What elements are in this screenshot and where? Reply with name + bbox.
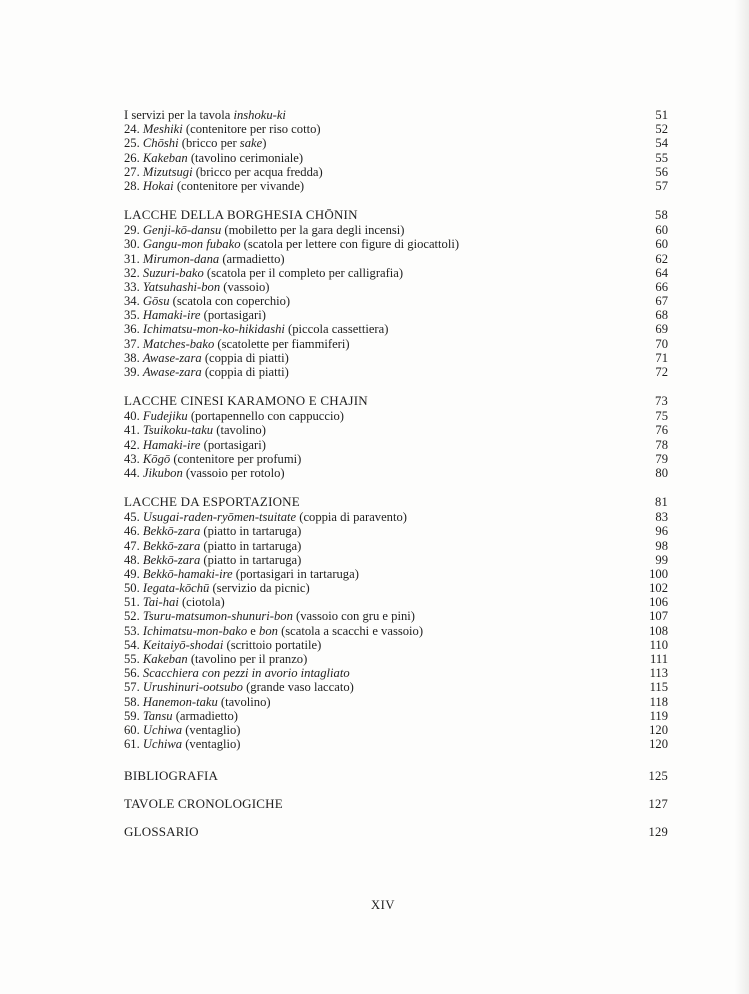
page-number: 58 [655, 208, 668, 223]
page-number: 110 [649, 637, 668, 652]
entry-text [124, 151, 303, 165]
entry-description: (servizio da picnic) [209, 581, 310, 596]
entry-description: (piatto in tartaruga) [200, 538, 302, 553]
entry-description: (scatola per il completo per calligrafia) [203, 265, 404, 280]
page-number: 55 [655, 150, 668, 165]
entry-description-term: sake [239, 136, 263, 151]
back-matter-title: BIBLIOGRAFIA [124, 768, 219, 784]
entry-description: (piatto in tartaruga) [200, 524, 302, 539]
toc-entry [124, 539, 668, 553]
entry-japanese-name: Meshiki [142, 122, 183, 137]
toc-sections [124, 206, 668, 751]
entry-number: 54. [124, 637, 140, 652]
entry-description: (grande vaso laccato) [242, 680, 354, 695]
page-number: 125 [648, 769, 668, 784]
toc-entry [124, 223, 668, 237]
back-matter-entry [124, 767, 668, 795]
entry-number: 37. [124, 336, 140, 351]
entry-number: 41. [124, 423, 140, 438]
entry-number: 49. [124, 566, 140, 581]
section-title: LACCHE CINESI KARAMONO E CHAJIN [124, 393, 368, 409]
entry-text [124, 308, 266, 322]
entry-description: (ciotola) [178, 595, 225, 610]
entry-description: (portasigari in tartaruga) [232, 566, 359, 581]
table-of-contents [124, 108, 668, 851]
entry-description: (vassoio per rotolo) [182, 465, 285, 480]
toc-entry [124, 322, 668, 336]
toc-entry [124, 280, 668, 294]
entry-description-tail: ) [262, 136, 267, 151]
toc-entry [124, 136, 668, 150]
entry-text [124, 609, 415, 623]
group-heading-text: I servizi per la tavola [124, 108, 234, 122]
entry-japanese-name: Yatsuhashi-bon [142, 279, 221, 294]
entry-description: (coppia di piatti) [201, 350, 289, 365]
entry-japanese-name: Urushinuri-ootsubo [142, 680, 243, 695]
entry-number: 34. [124, 294, 140, 309]
page-folio: XIV [371, 898, 395, 912]
back-matter-title: GLOSSARIO [124, 824, 199, 840]
entry-number: 59. [124, 708, 140, 723]
section-heading [124, 493, 668, 510]
page-number: 68 [655, 308, 668, 323]
entry-description: (scatola per lettere con figure di giocattoli) [240, 237, 460, 252]
toc-entry [124, 638, 668, 652]
toc-entry [124, 452, 668, 466]
entry-japanese-name: Fudejiku [142, 409, 188, 424]
entry-number: 43. [124, 451, 140, 466]
entry-japanese-name: Kakeban [142, 150, 188, 165]
entry-description: (portapennello con cappuccio) [187, 409, 344, 424]
entry-text [124, 409, 344, 423]
entry-text [124, 680, 354, 694]
entry-text [124, 595, 225, 609]
entry-description: (vassoio con gru e pini) [292, 609, 415, 624]
entry-number: 38. [124, 350, 140, 365]
entry-number: 32. [124, 265, 140, 280]
entry-number: 58. [124, 694, 140, 709]
entry-description: (contenitore per profumi) [170, 451, 302, 466]
page-number: 71 [655, 350, 668, 365]
toc-entry [124, 365, 668, 379]
toc-entry [124, 266, 668, 280]
toc-entry [124, 351, 668, 365]
page-number: 120 [649, 737, 668, 752]
entry-number: 36. [124, 322, 140, 337]
entry-japanese-name: Hamaki-ire [142, 437, 201, 452]
toc-entry [124, 524, 668, 538]
toc-section [124, 392, 668, 480]
page-number: 60 [655, 223, 668, 238]
entry-japanese-name: Mizutsugi [142, 164, 193, 179]
section-heading [124, 392, 668, 409]
toc-entry [124, 294, 668, 308]
entry-japanese-name: Ichimatsu-mon-bako [142, 623, 248, 638]
entry-number: 61. [124, 737, 140, 752]
toc-entry [124, 624, 668, 638]
page-number: 98 [655, 538, 668, 553]
entry-japanese-name: Gangu-mon fubako [142, 237, 241, 252]
entry-description: (portasigari) [200, 308, 266, 323]
toc-section [124, 493, 668, 751]
page-number: 73 [655, 394, 668, 409]
entry-text [124, 695, 271, 709]
entry-description: (contenitore per vivande) [173, 178, 305, 193]
page-number: 57 [655, 178, 668, 193]
page-number: 100 [649, 566, 668, 581]
entry-japanese-name: Uchiwa [142, 722, 183, 737]
entry-number: 26. [124, 150, 140, 165]
entry-text [124, 652, 307, 666]
toc-entry [124, 581, 668, 595]
entry-description: (tavolino per il pranzo) [187, 652, 308, 666]
entry-japanese-name: Usugai-raden-ryōmen-tsuitate [142, 510, 297, 525]
entry-description: (vassoio) [220, 279, 270, 294]
entry-text [124, 553, 301, 567]
section-title: LACCHE DELLA BORGHESIA CHŌNIN [124, 207, 358, 223]
entry-text [124, 638, 321, 652]
toc-entry [124, 595, 668, 609]
page-number: 66 [655, 279, 668, 294]
entry-number: 31. [124, 251, 140, 266]
entry-japanese-name: Awase-zara [142, 350, 202, 365]
entry-japanese-name: Gōsu [142, 294, 170, 309]
toc-entry [124, 723, 668, 737]
entry-number: 48. [124, 552, 140, 567]
entry-japanese-name: Hamaki-ire [142, 308, 201, 323]
entry-description-tail: (scatola a scacchi e vassoio) [277, 623, 424, 638]
entry-text [124, 365, 289, 379]
toc-entry [124, 737, 668, 751]
page-number: 54 [655, 136, 668, 151]
page-number: 70 [655, 336, 668, 351]
entry-japanese-name: Scacchiera con pezzi in avorio intagliato [142, 666, 350, 681]
entry-description: (armadietto) [172, 708, 238, 723]
entry-japanese-name: Tsuikoku-taku [142, 423, 214, 438]
toc-entry [124, 151, 668, 165]
toc-entry [124, 666, 668, 680]
entry-number: 33. [124, 279, 140, 294]
toc-entry [124, 237, 668, 251]
entry-description-term: bon [259, 623, 278, 638]
toc-entry [124, 409, 668, 423]
page-number: 76 [655, 423, 668, 438]
entry-text [124, 567, 359, 581]
entry-description: (ventaglio) [182, 737, 241, 752]
page-number: 127 [648, 797, 668, 812]
toc-entry [124, 122, 668, 136]
entry-number: 29. [124, 223, 140, 238]
entry-number: 47. [124, 538, 140, 553]
entry-number: 42. [124, 437, 140, 452]
toc-entry [124, 179, 668, 193]
section-title: LACCHE DA ESPORTAZIONE [124, 494, 300, 510]
toc-section [124, 206, 668, 379]
entry-description: (contenitore per riso cotto) [182, 122, 321, 137]
page-number: 129 [648, 825, 668, 840]
toc-entry [124, 553, 668, 567]
page-number: 56 [655, 164, 668, 179]
entry-japanese-name: Tsuru-matsumon-shunuri-bon [142, 609, 293, 624]
toc-entry [124, 423, 668, 437]
toc-group-heading [124, 108, 668, 122]
entry-description: (ventaglio) [182, 722, 241, 737]
entry-number: 40. [124, 409, 140, 424]
entry-text [124, 351, 289, 365]
page-number: 80 [655, 465, 668, 480]
entry-japanese-name: Suzuri-bako [142, 265, 204, 280]
entry-description: (portasigari) [200, 437, 266, 452]
entry-text [124, 539, 301, 553]
entry-text [124, 423, 266, 437]
entry-text [124, 252, 285, 266]
entry-number: 52. [124, 609, 140, 624]
back-matter [124, 767, 668, 851]
entry-japanese-name: Tai-hai [142, 595, 179, 610]
entry-japanese-name: Ichimatsu-mon-ko-hikidashi [142, 322, 285, 337]
page-number: 96 [655, 524, 668, 539]
page-number: 79 [655, 451, 668, 466]
entry-number: 50. [124, 581, 140, 596]
entry-text [124, 136, 266, 150]
page-number: 83 [655, 510, 668, 525]
toc-entry [124, 695, 668, 709]
entry-text [124, 709, 238, 723]
entry-number: 55. [124, 652, 140, 666]
back-matter-title: TAVOLE CRONOLOGICHE [124, 796, 283, 812]
page-number: 107 [649, 609, 668, 624]
page-number: 72 [655, 365, 668, 379]
toc-entry [124, 709, 668, 723]
page-number: 106 [649, 595, 668, 610]
entry-text [124, 280, 269, 294]
entry-japanese-name: Awase-zara [142, 365, 202, 379]
entry-text [124, 322, 388, 336]
entry-description: (tavolino) [217, 694, 271, 709]
section-heading [124, 206, 668, 223]
entry-japanese-name: Bekkō-zara [142, 538, 201, 553]
back-matter-entry [124, 795, 668, 823]
entry-text [124, 524, 301, 538]
entry-text [124, 266, 403, 280]
page-number: 118 [649, 694, 668, 709]
entry-description: (bricco per [178, 136, 240, 151]
entry-japanese-name: Genji-kō-dansu [142, 223, 222, 238]
entry-description: (coppia di piatti) [201, 365, 289, 379]
entry-japanese-name: Bekkō-zara [142, 552, 201, 567]
entry-text [124, 452, 301, 466]
page-number: 108 [649, 623, 668, 638]
page-number: 52 [655, 122, 668, 137]
toc-entry [124, 165, 668, 179]
entry-text [124, 466, 285, 480]
page-number: 102 [649, 581, 668, 596]
entry-text [124, 737, 241, 751]
entry-text [124, 165, 323, 179]
entry-number: 35. [124, 308, 140, 323]
entry-description: (scatola con coperchio) [169, 294, 291, 309]
entry-description: (piccola cassettiera) [284, 322, 389, 337]
page-number: 78 [655, 437, 668, 452]
entry-text [124, 179, 304, 193]
page-number: 69 [655, 322, 668, 337]
entry-number: 44. [124, 465, 140, 480]
entry-japanese-name: Tansu [142, 708, 173, 723]
entry-description: (bricco per acqua fredda) [192, 164, 323, 179]
entry-text [124, 337, 350, 351]
entry-description: (tavolino cerimoniale) [187, 150, 304, 165]
entry-japanese-name: Chōshi [142, 136, 179, 151]
intro-entries [124, 122, 668, 193]
toc-entry [124, 510, 668, 524]
entry-number: 24. [124, 122, 140, 137]
entry-description: (tavolino) [213, 423, 266, 438]
toc-entry [124, 438, 668, 452]
page-number: 113 [649, 666, 668, 681]
toc-entry [124, 252, 668, 266]
entry-number: 39. [124, 365, 140, 379]
toc-entry [124, 680, 668, 694]
entry-text [124, 624, 423, 638]
entry-description: e [247, 623, 260, 638]
entry-text [124, 666, 350, 680]
entry-number: 45. [124, 510, 140, 525]
entry-japanese-name: Matches-bako [142, 336, 215, 351]
entry-japanese-name: Hanemon-taku [142, 694, 218, 709]
group-heading-term: inshoku-ki [233, 108, 286, 122]
entry-japanese-name: Bekkō-zara [142, 524, 201, 539]
entry-japanese-name: Uchiwa [142, 737, 183, 752]
toc-entry [124, 567, 668, 581]
entry-description: (armadietto) [219, 251, 285, 266]
entry-description: (coppia di paravento) [296, 510, 407, 525]
entry-number: 27. [124, 164, 140, 179]
entry-number: 28. [124, 178, 140, 193]
entry-text [124, 237, 459, 251]
entry-text [124, 510, 407, 524]
entry-number: 56. [124, 666, 140, 681]
entry-text [124, 581, 310, 595]
entry-number: 51. [124, 595, 140, 610]
page-number: 67 [655, 294, 668, 309]
entry-text [124, 223, 405, 237]
toc-entry [124, 609, 668, 623]
entry-japanese-name: Bekkō-hamaki-ire [142, 566, 233, 581]
entry-number: 30. [124, 237, 140, 252]
entry-number: 53. [124, 623, 140, 638]
entry-description: (piatto in tartaruga) [200, 552, 302, 567]
page-number: 81 [655, 495, 668, 510]
page-number: 75 [655, 409, 668, 424]
page-edge-shadow [735, 0, 749, 994]
entry-japanese-name: Kōgō [142, 451, 171, 466]
page-number: 64 [655, 265, 668, 280]
entry-description: (scatolette per fiammiferi) [214, 336, 350, 351]
toc-entry [124, 466, 668, 480]
page-number: 60 [655, 237, 668, 252]
entry-japanese-name: Kakeban [142, 652, 188, 666]
entry-number: 60. [124, 722, 140, 737]
entry-japanese-name: Mirumon-dana [142, 251, 220, 266]
page-number: 51 [655, 108, 668, 122]
entry-description: (mobiletto per la gara degli incensi) [221, 223, 405, 238]
entry-japanese-name: Iegata-kōchū [142, 581, 210, 596]
page-number: 111 [650, 652, 668, 666]
toc-entry [124, 308, 668, 322]
entry-text [124, 438, 266, 452]
entry-japanese-name: Hokai [142, 178, 174, 193]
page-number: 62 [655, 251, 668, 266]
entry-number: 25. [124, 136, 140, 151]
entry-description: (scrittoio portatile) [223, 637, 322, 652]
entry-japanese-name: Jikubon [142, 465, 183, 480]
entry-text [124, 294, 290, 308]
entry-number: 46. [124, 524, 140, 539]
page-number: 99 [655, 552, 668, 567]
entry-text [124, 122, 321, 136]
entry-text [124, 723, 241, 737]
page-number: 120 [649, 722, 668, 737]
page-number: 119 [649, 708, 668, 723]
entry-number: 57. [124, 680, 140, 695]
page-number: 115 [649, 680, 668, 695]
toc-entry [124, 337, 668, 351]
back-matter-entry [124, 823, 668, 851]
toc-entry [124, 652, 668, 666]
entry-japanese-name: Keitaiyō-shodai [142, 637, 224, 652]
